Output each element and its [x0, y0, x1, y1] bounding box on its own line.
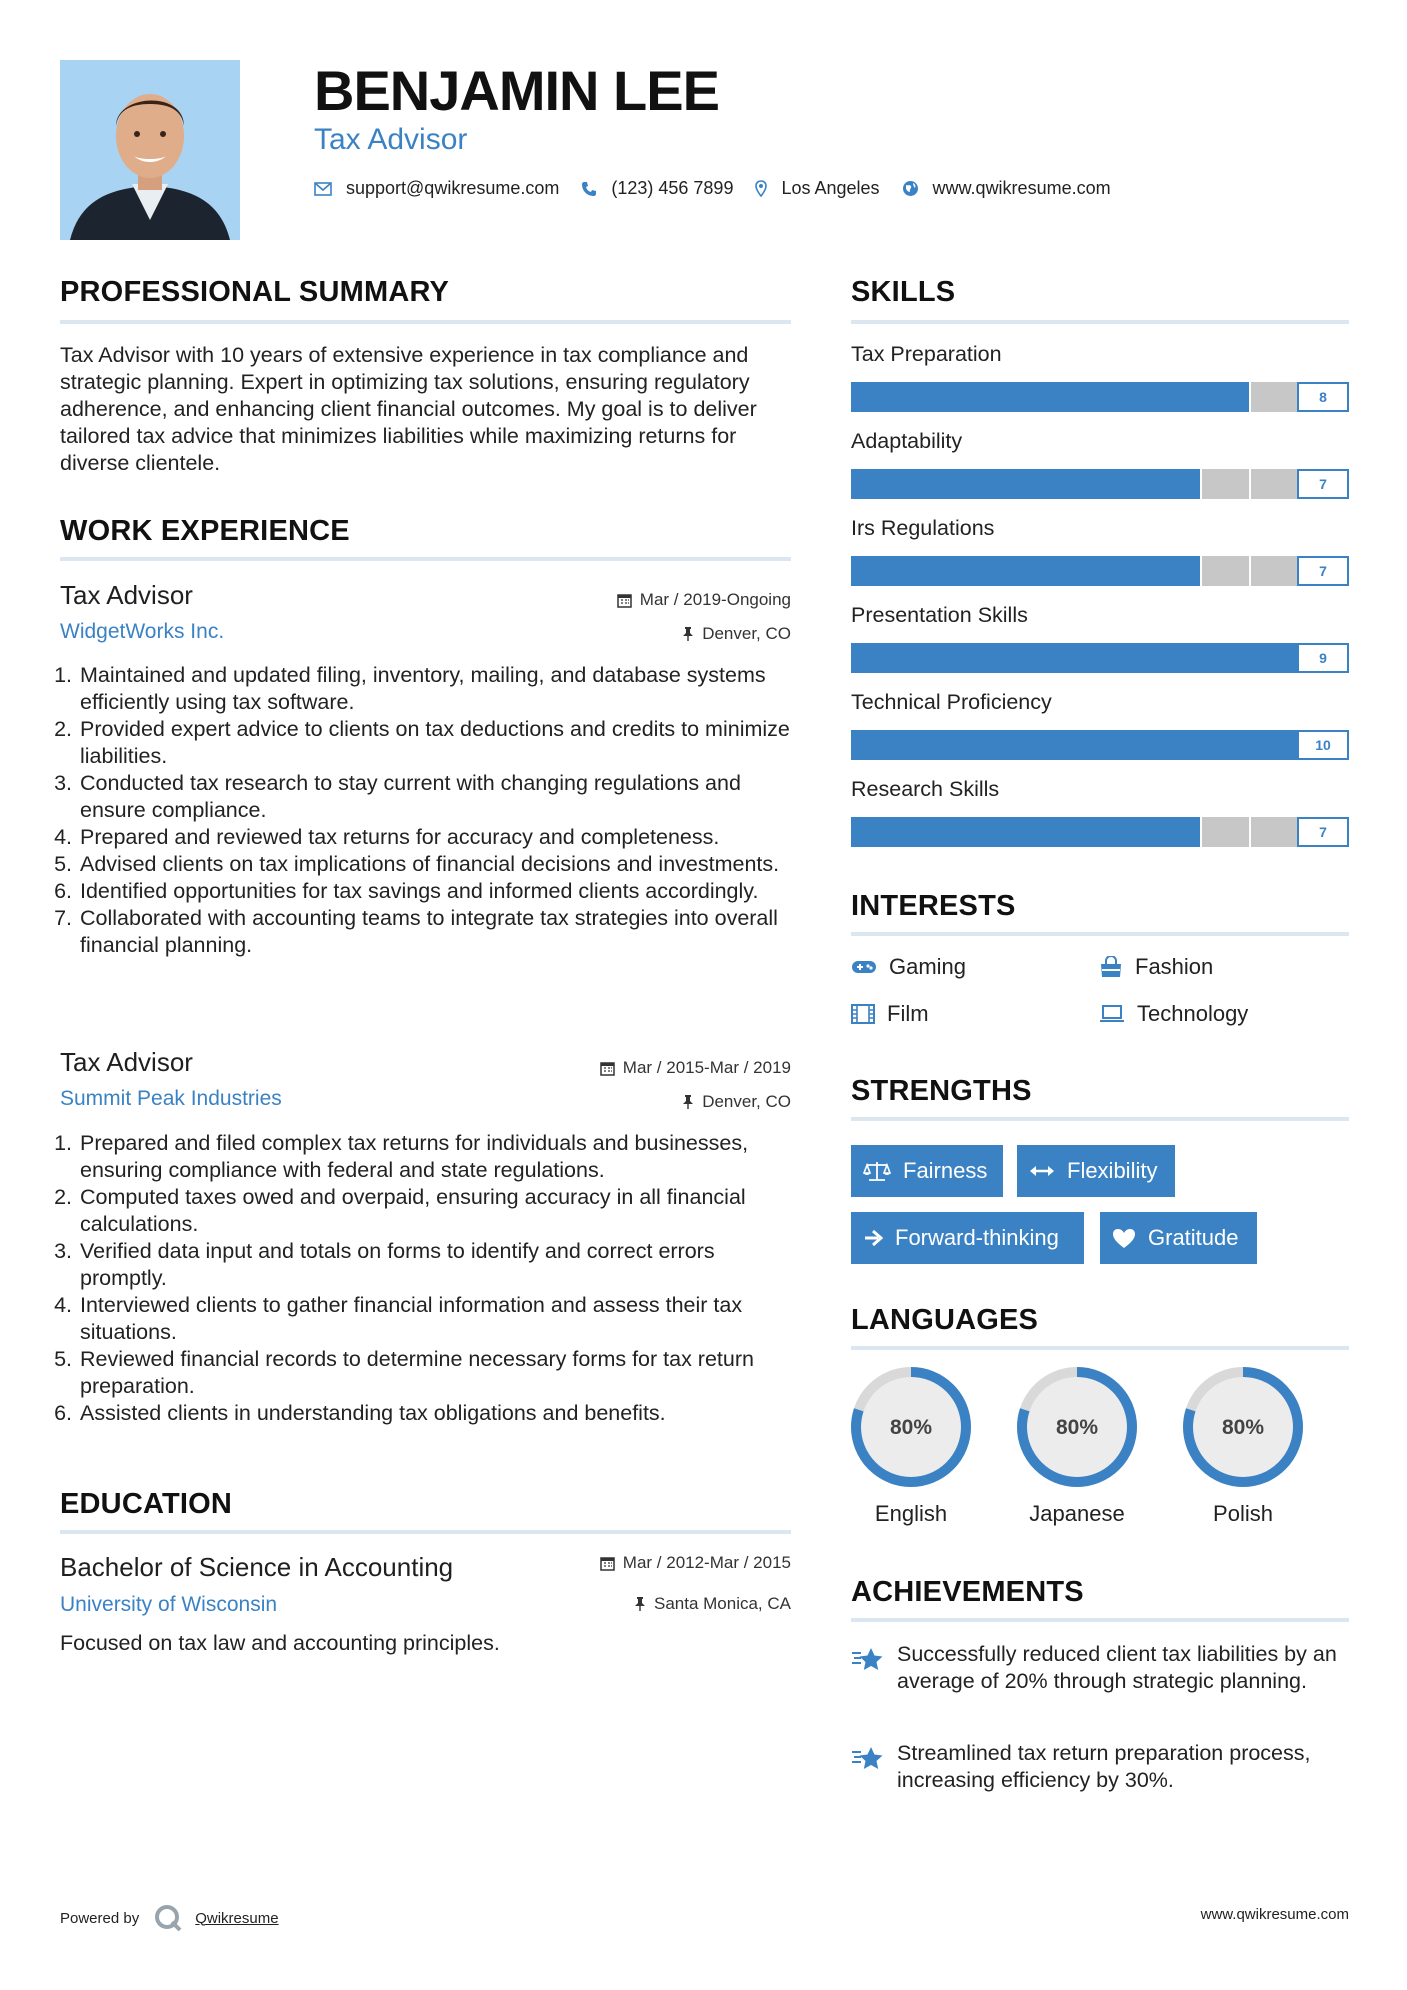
list-item: 5. Advised clients on tax implications of financial decisions and investments. [78, 851, 800, 878]
experience-heading: WORK EXPERIENCE [60, 515, 350, 547]
summary-text: Tax Advisor with 10 years of extensive experience in tax compliance and strategic planning. Expert in optimizing tax solutions, ensuring regulatory adherence, and enhancing client financial outcomes. My goal is to deliver tailored tax advice that minimizes liabilities while maximizing returns for diverse clientele. [60, 343, 757, 475]
skill-score: 9 [1297, 643, 1349, 673]
contact-location: Los Angeles [755, 178, 879, 199]
skill-bar-fill [851, 643, 1299, 673]
skill-score: 7 [1297, 817, 1349, 847]
job-dates: Mar / 2019-Ongoing [617, 590, 791, 610]
job-company: Summit Peak Industries [60, 1087, 282, 1110]
calendar-icon [600, 1556, 615, 1571]
interests-rule [851, 932, 1349, 936]
heart-icon [1112, 1228, 1136, 1249]
candidate-title: Tax Advisor [314, 123, 468, 156]
languages-heading: LANGUAGES [851, 1304, 1039, 1336]
skill-bar [851, 643, 1349, 673]
language-percent: 80% [1055, 1416, 1099, 1439]
education-heading: EDUCATION [60, 1488, 233, 1520]
job-duties [60, 662, 800, 959]
contact-phone[interactable]: (123) 456 7899 [581, 178, 733, 199]
education-description: Focused on tax law and accounting principles. [60, 1631, 500, 1655]
laptop-icon [1099, 1005, 1125, 1023]
achievement-item: Successfully reduced client tax liabilities by an average of 20% through strategic planning. [851, 1641, 1349, 1695]
skill-bar [851, 817, 1349, 847]
language-percent: 80% [889, 1416, 933, 1439]
strength-badge: Forward-thinking [851, 1212, 1084, 1264]
qwikresume-logo-icon [153, 1903, 183, 1933]
list-item: 4. Prepared and reviewed tax returns for accuracy and completeness. [78, 824, 800, 851]
star-icon [851, 1744, 885, 1774]
job-title: Tax Advisor [60, 580, 193, 610]
footer-powered-by: Powered by Qwikresume [60, 1903, 279, 1933]
interest-technology: Technology [1099, 1001, 1248, 1027]
strength-badge: Gratitude [1100, 1212, 1257, 1264]
language-ring [1012, 1362, 1142, 1497]
education-rule [60, 1530, 791, 1534]
skill-bar [851, 730, 1349, 760]
arrow-right-icon [863, 1229, 883, 1247]
skill-label: Presentation Skills [851, 603, 1028, 627]
languages-rule [851, 1346, 1349, 1350]
skill-label: Adaptability [851, 429, 963, 453]
job-location: Denver, CO [682, 1092, 791, 1112]
footer-brand-link[interactable]: Qwikresume [195, 1909, 279, 1927]
language-ring [1178, 1362, 1308, 1497]
language-progress-ring [846, 1362, 976, 1492]
strengths-heading: STRENGTHS [851, 1075, 1032, 1107]
film-icon [851, 1004, 875, 1024]
skill-label: Tax Preparation [851, 342, 1002, 366]
skill-label: Irs Regulations [851, 516, 995, 540]
skill-bar [851, 382, 1349, 412]
education-location: Santa Monica, CA [634, 1594, 791, 1614]
skill-bar-fill [851, 556, 1200, 586]
interest-fashion: Fashion [1099, 954, 1213, 980]
list-item: 6. Identified opportunities for tax savings and informed clients accordingly. [78, 878, 800, 905]
skill-bar-divider [1249, 382, 1251, 412]
pushpin-icon [682, 1094, 694, 1110]
skill-bar [851, 556, 1349, 586]
profile-photo [60, 60, 240, 240]
list-item: 1. Maintained and updated filing, inventory, mailing, and database systems efficiently using tax software. [78, 662, 800, 716]
language-percent: 80% [1221, 1416, 1265, 1439]
balance-scale-icon [863, 1160, 891, 1182]
job-location: Denver, CO [682, 624, 791, 644]
calendar-icon [600, 1061, 615, 1076]
achievement-item: Streamlined tax return preparation process, increasing efficiency by 30%. [851, 1740, 1349, 1794]
skills-heading: SKILLS [851, 276, 956, 308]
interests-heading: INTERESTS [851, 890, 1016, 922]
language-progress-ring [1178, 1362, 1308, 1492]
skill-bar-divider [1249, 556, 1251, 586]
summary-heading: PROFESSIONAL SUMMARY [60, 276, 450, 308]
achievements-rule [851, 1618, 1349, 1622]
pushpin-icon [682, 626, 694, 642]
list-item: 2. Computed taxes owed and overpaid, ensuring accuracy in all financial calculations. [78, 1184, 800, 1238]
gamepad-icon [851, 959, 877, 975]
pushpin-icon [634, 1596, 646, 1612]
interest-film: Film [851, 1001, 929, 1027]
list-item: 3. Conducted tax research to stay current with changing regulations and ensure compliance. [78, 770, 800, 824]
skill-bar-divider [1200, 469, 1202, 499]
skill-bar-fill [851, 469, 1200, 499]
skill-score: 8 [1297, 382, 1349, 412]
skill-label: Research Skills [851, 777, 1000, 801]
achievements-heading: ACHIEVEMENTS [851, 1576, 1084, 1608]
map-marker-icon [755, 180, 767, 197]
globe-icon [902, 180, 919, 197]
list-item: 1. Prepared and filed complex tax returns for individuals and businesses, ensuring compliance with federal and state regulations. [78, 1130, 800, 1184]
skill-bar-fill [851, 817, 1200, 847]
list-item: 2. Provided expert advice to clients on tax deductions and credits to minimize liabilities. [78, 716, 800, 770]
interest-gaming: Gaming [851, 954, 966, 980]
calendar-icon [617, 593, 632, 608]
contact-email[interactable]: support@qwikresume.com [314, 178, 559, 199]
skill-bar-divider [1200, 817, 1202, 847]
list-item: 7. Collaborated with accounting teams to integrate tax strategies into overall financial planning. [78, 905, 800, 959]
skills-rule [851, 320, 1349, 324]
job-dates: Mar / 2015-Mar / 2019 [600, 1058, 791, 1078]
skill-score: 7 [1297, 556, 1349, 586]
list-item: 5. Reviewed financial records to determine necessary forms for tax return preparation. [78, 1346, 800, 1400]
language-name: Polish [1213, 1501, 1273, 1526]
language-name: Japanese [1029, 1501, 1125, 1526]
envelope-icon [314, 182, 332, 196]
job-title: Tax Advisor [60, 1047, 193, 1077]
skill-bar [851, 469, 1349, 499]
candidate-name: BENJAMIN LEE [314, 59, 719, 122]
strength-badge: Fairness [851, 1145, 1003, 1197]
footer-site-link[interactable]: www.qwikresume.com [1200, 1906, 1349, 1923]
language-name: English [874, 1501, 948, 1526]
strengths-rule [851, 1117, 1349, 1121]
arrows-horizontal-icon [1029, 1164, 1055, 1178]
strength-badge: Flexibility [1017, 1145, 1175, 1197]
skill-bar-divider [1249, 817, 1251, 847]
contact-bar [314, 178, 1133, 199]
skill-bar-divider [1200, 556, 1202, 586]
list-item: 6. Assisted clients in understanding tax obligations and benefits. [78, 1400, 800, 1427]
skill-score: 10 [1297, 730, 1349, 760]
list-item: 3. Verified data input and totals on forms to identify and correct errors promptly. [78, 1238, 800, 1292]
school-name: University of Wisconsin [60, 1593, 278, 1616]
education-dates: Mar / 2012-Mar / 2015 [600, 1553, 791, 1573]
skill-score: 7 [1297, 469, 1349, 499]
skill-bar-divider [1249, 469, 1251, 499]
degree-title: Bachelor of Science in Accounting [60, 1552, 454, 1582]
phone-icon [581, 181, 597, 197]
job-company: WidgetWorks Inc. [60, 620, 225, 643]
star-icon [851, 1645, 885, 1675]
job-duties [60, 1130, 800, 1427]
experience-rule [60, 557, 791, 561]
skill-label: Technical Proficiency [851, 690, 1052, 714]
contact-website[interactable]: www.qwikresume.com [902, 178, 1111, 199]
language-ring [846, 1362, 976, 1497]
list-item: 4. Interviewed clients to gather financial information and assess their tax situations. [78, 1292, 800, 1346]
summary-rule [60, 320, 791, 324]
language-progress-ring [1012, 1362, 1142, 1492]
shopping-bag-icon [1099, 956, 1123, 978]
